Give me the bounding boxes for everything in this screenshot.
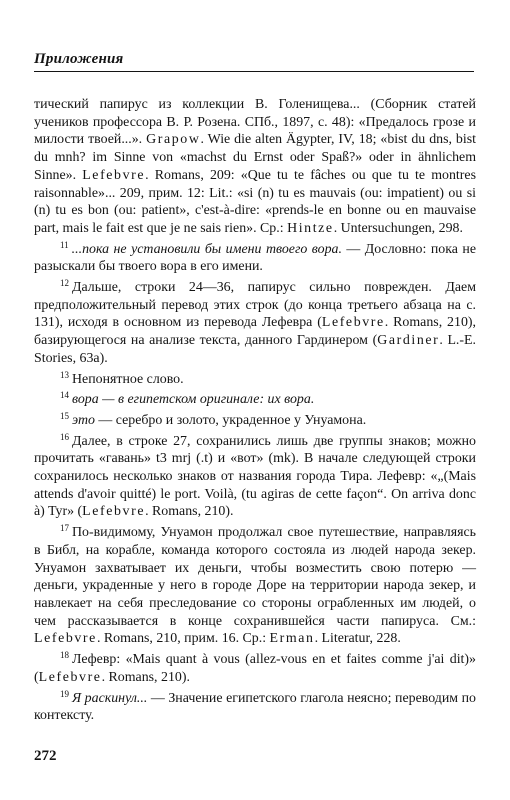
- footnote-number: 12: [60, 278, 69, 289]
- author-name: Gardiner: [377, 333, 440, 349]
- author-name: Lefebvre: [82, 504, 146, 520]
- text-run: . L.-E. Stories, 63a).: [34, 333, 476, 366]
- author-name: Lefebvre: [321, 315, 385, 331]
- footnote-number: 13: [60, 369, 69, 380]
- footnote: [34, 433, 476, 522]
- text-run: . Romans, 210), базирующегося на анализе текста, данного Гардинером (: [34, 315, 476, 349]
- text-run: тический папирус из коллекции В. Голенищева... (Сборник статей учеников профессора В. Р. Розена. СПб., 1897, с. 48): «Предалось грозе и милости твоей...».: [34, 97, 476, 148]
- text-body: [34, 96, 476, 725]
- italic-text: ...пока не установили бы имени твоего вора.: [71, 241, 342, 257]
- footnotes-list: [34, 241, 476, 725]
- footnote: [34, 391, 476, 409]
- text-run: Непонятное слово.: [72, 371, 184, 387]
- text-run: . Romans, 210).: [101, 669, 190, 685]
- italic-text: Я раскинул...: [72, 690, 148, 706]
- author-name: Lefebvre: [34, 631, 97, 647]
- footnote-number: 15: [60, 410, 69, 421]
- text-run: Лефевр: «Mais quant à vous (allez-vous en et faites comme j'ai dit)» (: [34, 652, 476, 685]
- text-run: . Literatur, 228.: [314, 631, 401, 647]
- italic-text: это: [72, 412, 95, 428]
- footnote: [34, 279, 476, 368]
- text-run: — Значение египетского глагола неясно; переводим по контексту.: [34, 690, 476, 724]
- footnote: [34, 241, 476, 276]
- text-run: . Romans, 210, прим. 16. Ср.:: [96, 631, 270, 647]
- page-number: 272: [34, 748, 57, 764]
- text-run: Дальше, строки 24—36, папирус сильно поврежден. Даем предположительный перевод этих строк (до конца третьего абзаца на с. 131), исходя в основном из перевода Лефевра (: [34, 280, 476, 331]
- text-run: По-видимому, Унуамон продолжал свое путешествие, направляясь в Библ, на корабле, команда которого состояла из людей народа зекер. Унуамон захватывает их деньги, чтобы возместить свою потерю — деньги, украденные у него в городе Доре на территории народа зекер, и навлекает на себя преследование со стороны ограбленных им людей, о чем рассказывается в конце сохранившейся части папируса. См.:: [34, 525, 476, 629]
- footnote-number: 11: [60, 239, 69, 250]
- footnote: [34, 651, 476, 686]
- text-run: Далее, в строке 27, сохранились лишь две группы знаков; можно прочитать «гавань» t3 mrj (.t) и «вот» (mk). В начале следующей строки сохранилось несколько знаков от названия города Тира. Лефевр: «„(Mais attends d'avoir quitté) le port. Voilà, (tu agiras de cette façon“. On arriva donc à) Tyr» (: [34, 433, 476, 520]
- running-header: [34, 50, 474, 72]
- author-name: Hintze: [287, 220, 334, 236]
- italic-text: вора — в египетском оригинале: их вора.: [72, 392, 315, 408]
- footnote-number: 17: [60, 523, 69, 534]
- footnote-number: 16: [60, 431, 69, 442]
- text-run: . Wie die alten Ägypter, IV, 18; «bist du dns, bist du mnh? im Sinne von «machst du Ernst oder Spaß?» oder in ähnlichem Sinne».: [34, 132, 476, 183]
- text-run: . Romans, 210).: [145, 504, 234, 520]
- footnote-number: 19: [60, 688, 69, 699]
- running-header-title: Приложения: [34, 51, 124, 67]
- footnote: [34, 690, 476, 725]
- footnote-number: 18: [60, 650, 69, 661]
- text-run: . Untersuchungen, 298.: [333, 220, 463, 236]
- author-name: Lefebvre: [82, 167, 146, 183]
- author-name: Lefebvre: [38, 669, 102, 685]
- text-run: — Дословно: пока не разыскали бы твоего вора в его имени.: [34, 241, 476, 275]
- continuation-paragraph: [34, 96, 476, 238]
- footnote: [34, 412, 476, 430]
- text-run: — серебро и золото, украденное у Унуамона.: [94, 412, 367, 428]
- footnote: [34, 524, 476, 648]
- author-name: Grapow: [146, 132, 201, 148]
- author-name: Erman: [269, 631, 315, 647]
- footnote-number: 14: [60, 390, 69, 401]
- footnote: [34, 371, 476, 389]
- text-run: . Romans, 209: «Que tu te fâches ou que tu te montres raisonnable»... 209, прим. 12: Lit.: «si (n) tu es mauvais (ou: impatient) ou si (n) tu es bon (ou: patient», c'est-à-dire: «prends-le en bonne ou en mauvaise part, mais le fait est que je ne sais rien». Ср.:: [34, 167, 476, 236]
